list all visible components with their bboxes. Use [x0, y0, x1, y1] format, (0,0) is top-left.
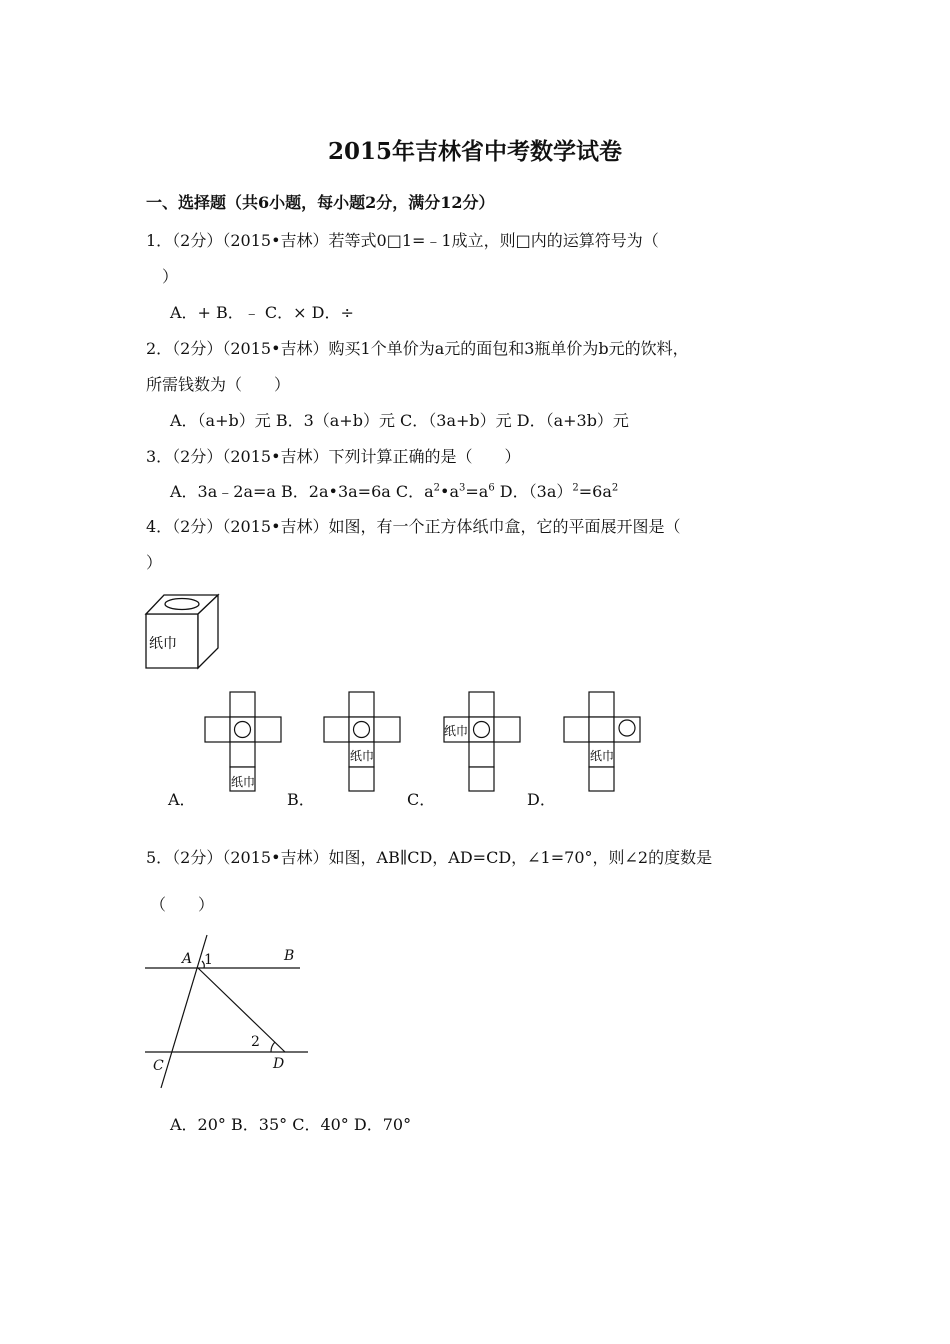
net-d-choice: D． [527, 790, 556, 809]
section-header: 一、选择题（共6小题，每小题2分，满分12分） [146, 193, 495, 212]
label-d: D [273, 1056, 285, 1072]
segment-ad [198, 968, 285, 1052]
label-b: B [284, 948, 295, 964]
net-c-choice: C． [407, 790, 436, 809]
label-a: A [182, 951, 193, 967]
q2-options: A．（a+b）元 B．3（a+b）元 C．（3a+b）元 D．（a+3b）元 [170, 411, 629, 430]
parallel-lines-figure [140, 930, 315, 1095]
angle-2-arc [271, 1042, 275, 1052]
q2-stem-cont: 所需钱数为（ ） [146, 375, 291, 394]
q1-stem: 1．（2分）（2015•吉林）若等式0□1=﹣1成立，则□内的运算符号为（ [146, 231, 659, 250]
q5-options: A．20° B．35° C．40° D．70° [170, 1115, 412, 1134]
q4-stem-cont: ） [146, 553, 163, 572]
net-a-choice: A． [168, 790, 196, 809]
net-b-label: 纸巾 [350, 749, 375, 763]
net-option-c [443, 690, 523, 795]
q2-stem: 2．（2分）（2015•吉林）购买1个单价为a元的面包和3瓶单价为b元的饮料， [146, 339, 689, 358]
net-option-b [323, 690, 403, 795]
net-option-a [204, 690, 284, 795]
page-title: 2015年吉林省中考数学试卷 [327, 138, 622, 165]
label-angle-1: 1 [204, 952, 213, 968]
net-a-label: 纸巾 [231, 775, 256, 789]
q4-stem: 4．（2分）（2015•吉林）如图，有一个正方体纸巾盒，它的平面展开图是（ [146, 517, 681, 536]
q1-stem-cont: ） [162, 267, 179, 286]
q5-stem: 5．（2分）（2015•吉林）如图，AB∥CD，AD=CD，∠1=70°，则∠2的度数是 [146, 848, 713, 867]
net-d-label: 纸巾 [590, 749, 615, 763]
label-angle-2: 2 [251, 1034, 260, 1050]
q3-options: A．3a﹣2a=a B．2a•3a=6a C．$a^2•a^3=a^6$ D．$(3a)^2=6a^2$ [170, 482, 619, 501]
q5-stem-cont: （ ） [150, 895, 215, 914]
net-c-label: 纸巾 [444, 724, 469, 738]
tissue-box-label: 纸巾 [149, 636, 177, 652]
q3-stem: 3．（2分）（2015•吉林）下列计算正确的是（ ） [146, 447, 521, 466]
label-c: C [153, 1058, 164, 1074]
tissue-box-figure [140, 590, 230, 675]
net-b-choice: B． [287, 790, 315, 809]
q1-options: A．+ B．﹣ C．× D．÷ [170, 303, 354, 322]
net-option-d [563, 690, 643, 795]
